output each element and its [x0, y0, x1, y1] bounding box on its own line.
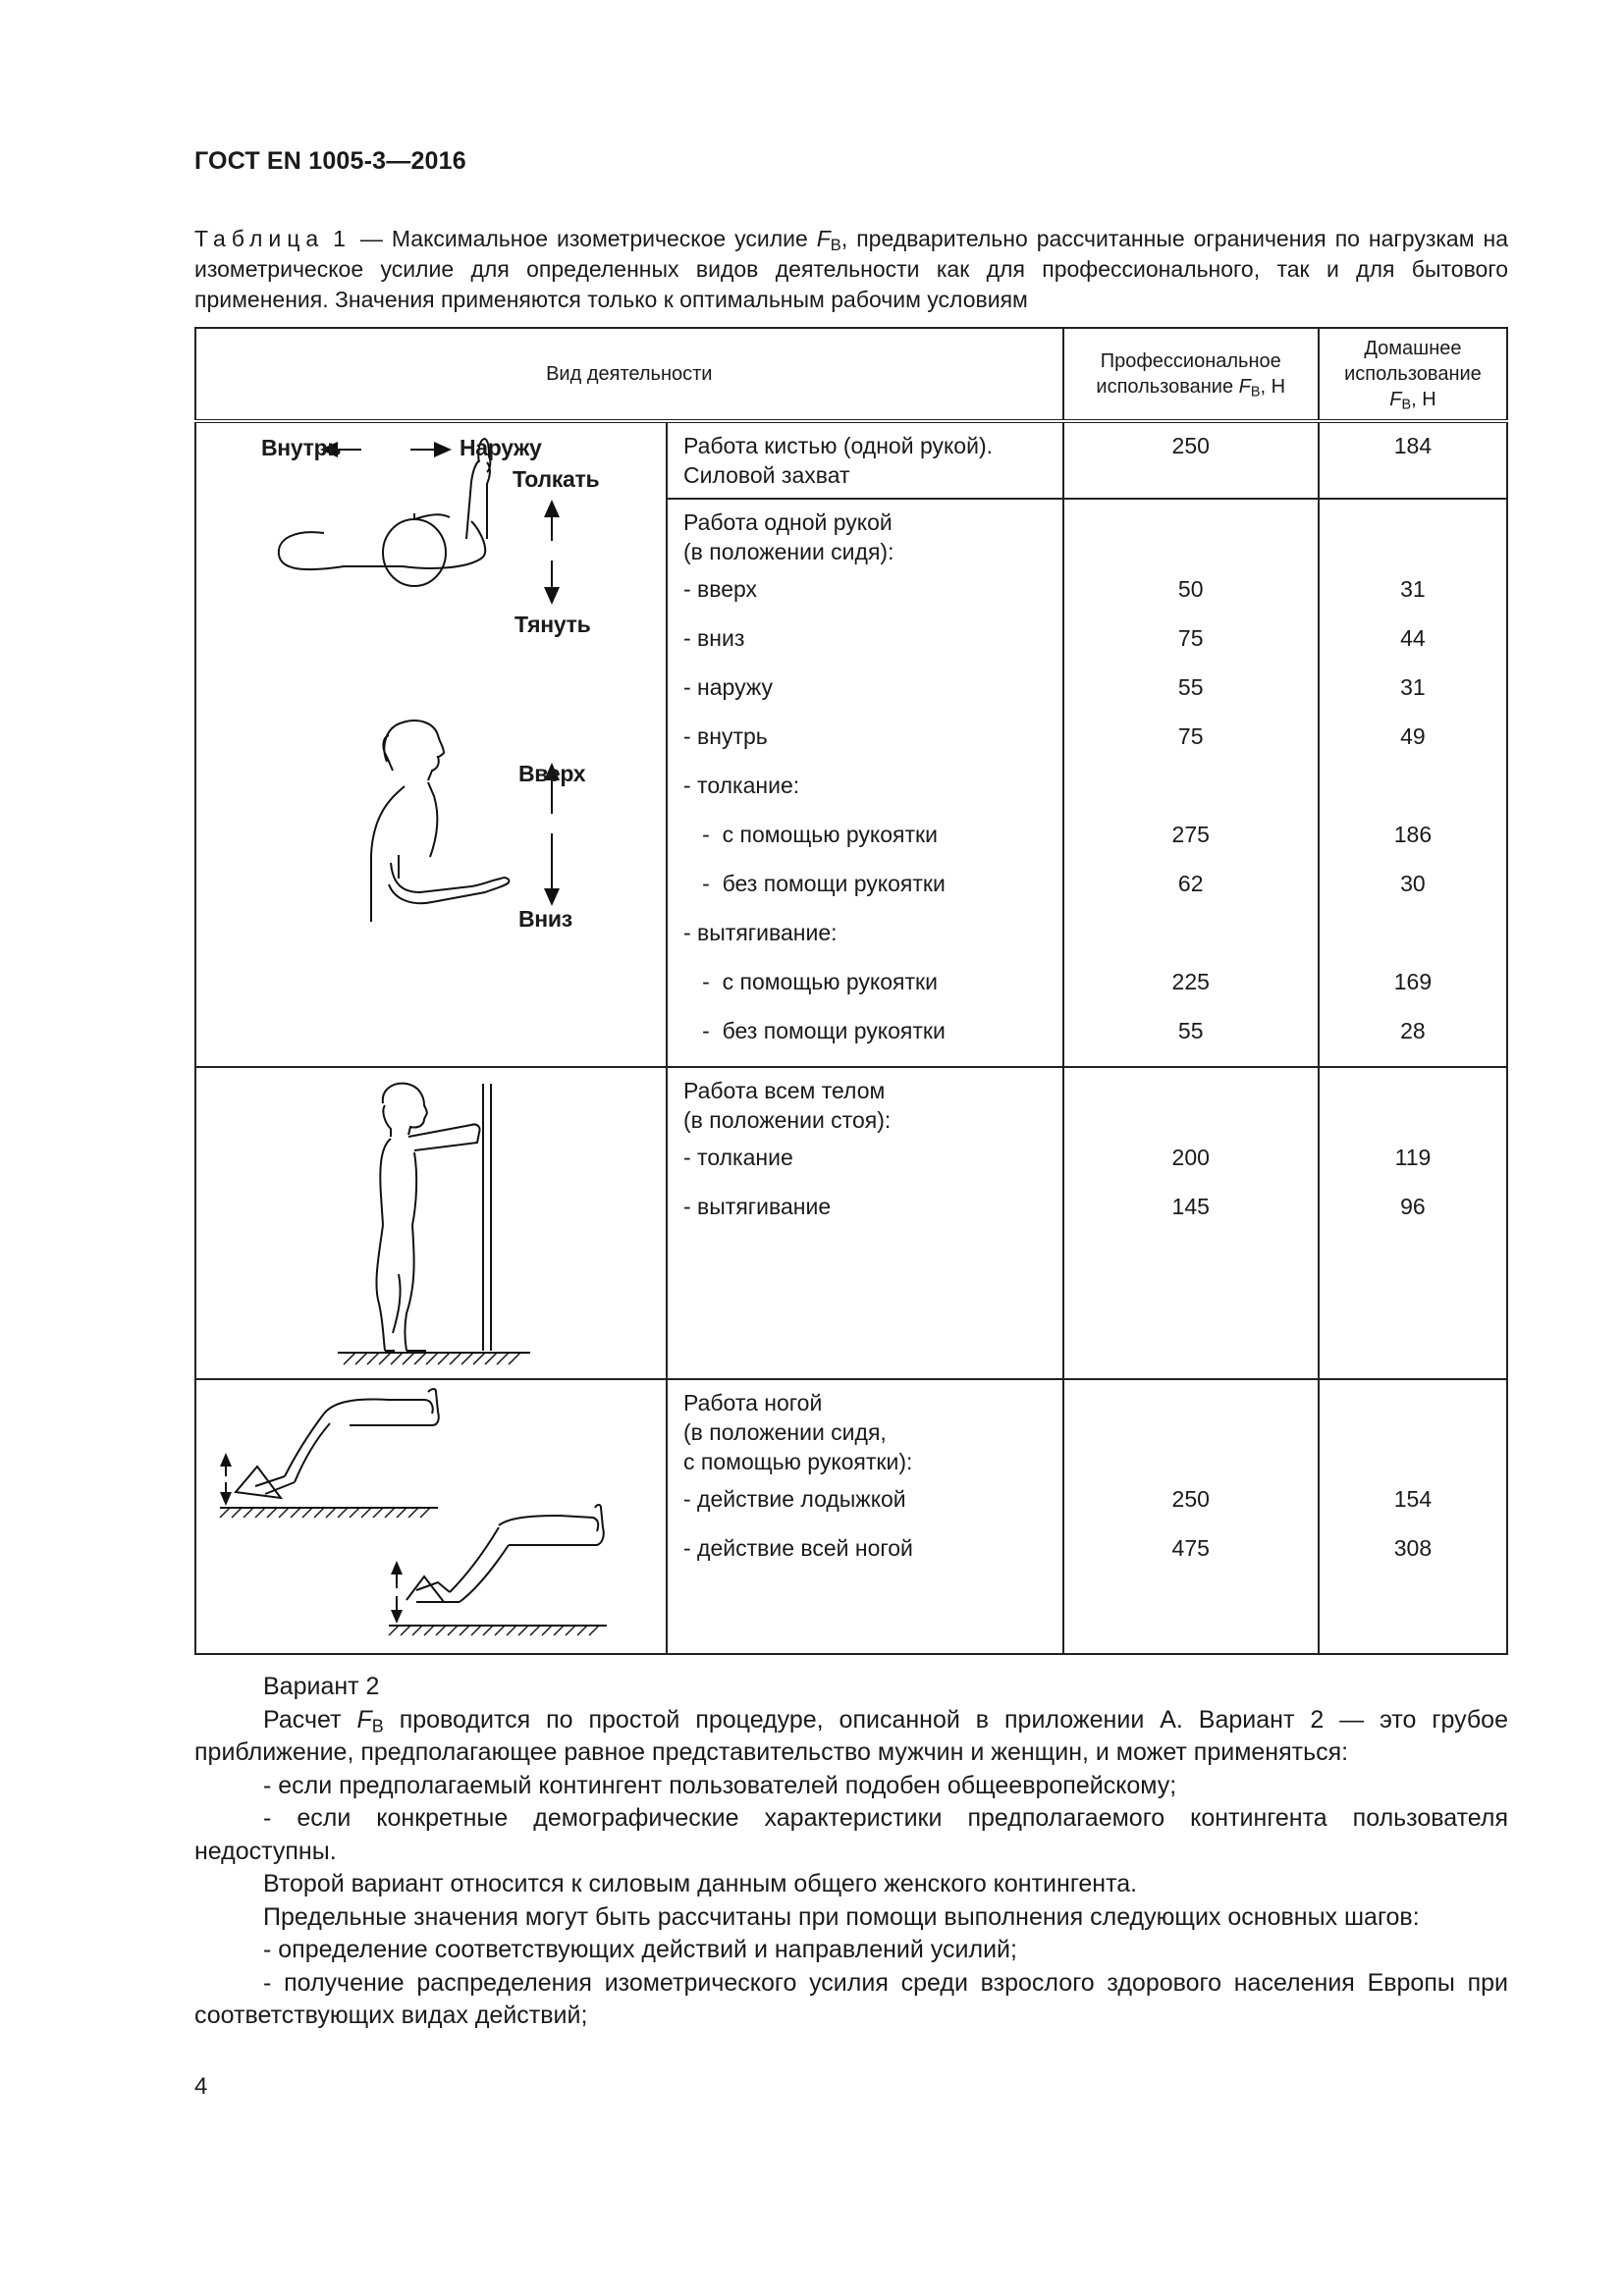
p1-start: Расчет — [263, 1705, 357, 1734]
list-item: - наружу — [683, 674, 773, 701]
header-domestic-line1: Домашнее — [1364, 338, 1462, 359]
caption-text-a: — Максимальное изометрическое усилие — [351, 226, 817, 251]
dom-value: 186 — [1393, 822, 1433, 848]
prof-value — [1064, 908, 1318, 957]
header-professional-line2: использование — [1096, 376, 1239, 398]
list-item: - толкание: — [683, 773, 800, 799]
activity-whole-body-line1: Работа всем телом — [683, 1078, 886, 1103]
dom-value: 184 — [1393, 433, 1433, 458]
list-item: - действие лодыжкой — [683, 1486, 906, 1512]
header-professional-line1: Профессиональное — [1100, 350, 1281, 372]
bullet-3: - определение соответствующих действий и направлений усилий; — [263, 1936, 1017, 1963]
activity-one-arm-line2: (в положении сидя): — [683, 539, 894, 565]
table-row-leg — [195, 1379, 1507, 1654]
page-number: 4 — [194, 2073, 208, 2100]
header-domestic-sub: B — [1401, 397, 1412, 413]
side-view-seated-figure — [371, 721, 552, 922]
prof-value: 250 — [1171, 433, 1210, 458]
prof-value: 250 — [1171, 1486, 1210, 1512]
label-outward: Наружу — [460, 435, 542, 460]
prof-value: 75 — [1177, 723, 1204, 750]
caption-text-b: , предварительно рассчитанные ограничения по нагрузкам на изометрическое усилие для определенных видов деятельности как для профессионального, так и для бытового применения. Значения применяются только к оптимальным рабочим условиям — [194, 226, 1508, 312]
dom-value: 31 — [1400, 576, 1426, 603]
dom-value: 96 — [1400, 1194, 1426, 1219]
activity-leg — [667, 1379, 1063, 1654]
prof-value: 475 — [1171, 1535, 1210, 1561]
dom-value: 44 — [1400, 625, 1426, 652]
header-domestic — [1319, 328, 1507, 421]
prof-value: 200 — [1171, 1145, 1210, 1170]
dom-value: 119 — [1394, 1145, 1432, 1170]
list-item: - с помощью рукоятки — [683, 969, 938, 995]
bullet-2: - если конкретные демографические характеристики предполагаемого контингента пользователя недоступны. — [194, 1804, 1508, 1865]
activity-hand — [667, 421, 1063, 499]
paragraph-second-variant: Второй вариант относится к силовым данным общего женского контингента. — [263, 1870, 1138, 1897]
dom-value — [1320, 761, 1506, 810]
prof-value: 75 — [1177, 625, 1204, 652]
caption-number: 1 — [333, 226, 352, 251]
document-id: ГОСТ EN 1005-3—2016 — [194, 147, 466, 175]
list-item: - вытягивание — [683, 1194, 832, 1219]
list-item: - без помощи рукоятки — [683, 871, 946, 897]
dom-whole-body — [1319, 1067, 1507, 1379]
table-header-row — [195, 328, 1507, 421]
dom-value — [1320, 908, 1506, 957]
label-push: Толкать — [513, 466, 600, 492]
list-item: - вверх — [683, 576, 758, 603]
label-pull: Тянуть — [514, 612, 591, 637]
p1-rest: проводится по простой процедуре, описанной в приложении А. Вариант 2 — это грубое приближение, предполагающее равное представительство мужчин и женщин, и может применяться: — [194, 1705, 1508, 1766]
header-professional-sub: B — [1250, 384, 1261, 400]
header-activity: Вид деятельности — [195, 328, 1063, 421]
body-text — [194, 1671, 1508, 2033]
list-item: - внутрь — [683, 723, 768, 750]
header-professional — [1063, 328, 1319, 421]
prof-leg — [1063, 1379, 1319, 1654]
activity-leg-line1: Работа ногой — [683, 1390, 823, 1415]
header-professional-unit: , Н — [1260, 376, 1286, 398]
list-item: - вниз — [683, 625, 745, 652]
prof-value: 275 — [1171, 822, 1210, 848]
paragraph-calculation — [194, 1704, 1508, 1770]
leg-action-illustration — [196, 1380, 666, 1653]
prof-value — [1064, 761, 1318, 810]
one-arm-items — [683, 564, 1049, 1055]
top-view-figure — [279, 439, 552, 603]
dom-value: 49 — [1400, 723, 1426, 750]
activity-one-arm — [667, 499, 1063, 1067]
dom-value: 154 — [1393, 1486, 1433, 1512]
prof-value: 145 — [1171, 1194, 1210, 1219]
paragraph-limits: Предельные значения могут быть рассчитаны при помощи выполнения следующих основных шагов: — [263, 1902, 1420, 1931]
standing-push-illustration — [196, 1068, 666, 1378]
prof-one-arm — [1063, 499, 1319, 1067]
prof-value: 62 — [1177, 871, 1204, 897]
activity-leg-line2: (в положении сидя, — [683, 1419, 887, 1445]
list-item: - толкание — [683, 1145, 793, 1170]
p1-symbol-sub: B — [371, 1716, 384, 1735]
header-professional-symbol: F — [1238, 376, 1251, 398]
prof-whole-body — [1063, 1067, 1319, 1379]
prof-value: 55 — [1177, 1018, 1204, 1044]
list-item: - действие всей ногой — [683, 1535, 913, 1561]
activity-one-arm-line1: Работа одной рукой — [683, 509, 893, 536]
dom-value: 30 — [1400, 871, 1426, 897]
table-caption — [194, 224, 1508, 315]
dom-value: 308 — [1393, 1535, 1433, 1561]
dom-value: 31 — [1400, 674, 1426, 701]
table-row-hand — [195, 421, 1507, 499]
activity-hand-line2: Силовой захват — [683, 462, 850, 488]
prof-value: 225 — [1171, 969, 1210, 995]
caption-symbol: F — [816, 226, 831, 251]
list-item: - без помощи рукоятки — [683, 1018, 946, 1044]
force-limits-table — [194, 327, 1508, 1655]
caption-prefix: Таблица — [194, 226, 325, 251]
activity-leg-line3: с помощью рукоятки): — [683, 1449, 913, 1474]
figure-standing-cell — [195, 1067, 667, 1379]
header-domestic-unit: , Н — [1411, 389, 1436, 410]
variant-title: Вариант 2 — [263, 1673, 380, 1700]
list-item: - вытягивание: — [683, 920, 838, 946]
list-item: - с помощью рукоятки — [683, 822, 938, 848]
dom-value: 28 — [1400, 1018, 1426, 1044]
label-down: Вниз — [518, 906, 572, 932]
figure-leg-cell — [195, 1379, 667, 1654]
activity-hand-line1: Работа кистью (одной рукой). — [683, 433, 993, 458]
label-inward: Внутрь — [261, 435, 342, 460]
label-up: Вверх — [518, 761, 586, 786]
dom-leg — [1319, 1379, 1507, 1654]
figure-arm-cell — [195, 421, 667, 1067]
header-domestic-symbol: F — [1389, 389, 1402, 410]
prof-hand — [1063, 421, 1319, 499]
caption-symbol-sub: B — [830, 236, 841, 255]
bullet-4: - получение распределения изометрического усилия среди взрослого здорового населения Европы при соответствующих видах действий; — [194, 1968, 1508, 2029]
dom-one-arm — [1319, 499, 1507, 1067]
arm-figures-illustration — [196, 423, 666, 1066]
prof-value: 55 — [1177, 674, 1204, 701]
table-row-whole-body — [195, 1067, 1507, 1379]
dom-hand — [1319, 421, 1507, 499]
activity-whole-body-line2: (в положении стоя): — [683, 1107, 892, 1133]
header-domestic-line2: использование — [1344, 363, 1482, 385]
p1-symbol: F — [356, 1705, 372, 1734]
activity-whole-body — [667, 1067, 1063, 1379]
prof-value: 50 — [1177, 576, 1204, 603]
bullet-1: - если предполагаемый контингент пользователей подобен общеевропейскому; — [263, 1771, 1177, 1799]
dom-value: 169 — [1393, 969, 1433, 995]
